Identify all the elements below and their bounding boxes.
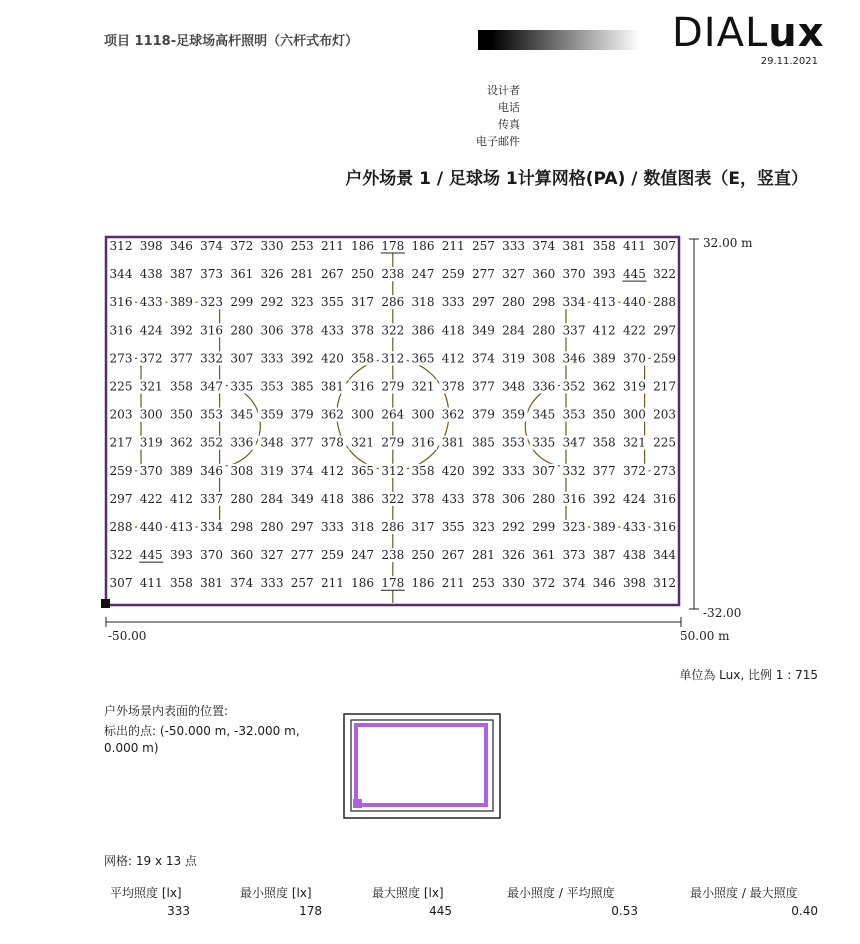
grid-value: 280 (532, 491, 556, 506)
grid-value: 377 (592, 463, 616, 478)
grid-value: 316 (562, 491, 586, 506)
grid-value: 259 (320, 548, 344, 563)
grid-value: 322 (381, 323, 405, 338)
grid-value: 344 (109, 267, 133, 282)
contact-fax: 传真 (498, 118, 520, 131)
grid-value: 412 (169, 491, 193, 506)
stat-header-min-max: 最小照度 / 最大照度 (690, 886, 798, 900)
grid-value: 346 (562, 351, 586, 366)
grid-value: 377 (471, 379, 495, 394)
grid-value: 378 (320, 435, 344, 450)
stat-header-max: 最大照度 [lx] (372, 886, 444, 900)
grid-value: 247 (411, 267, 435, 282)
grid-value: 318 (351, 520, 375, 534)
x-right-label: 50.00 m (680, 629, 730, 643)
grid-value: 392 (169, 323, 193, 338)
grid-value: 381 (441, 435, 465, 450)
grid-value: 359 (502, 407, 526, 422)
grid-value: 225 (653, 435, 677, 450)
grid-value: 319 (139, 435, 163, 450)
grid-value: 257 (471, 239, 495, 253)
stat-value-min-max: 0.40 (791, 904, 818, 918)
grid-value: 361 (532, 548, 556, 563)
report-date: 29.11.2021 (760, 56, 818, 67)
grid-value: 186 (411, 239, 435, 253)
grid-value: 280 (532, 323, 556, 338)
grid-value: 316 (109, 295, 133, 310)
grid-value: 308 (230, 463, 254, 478)
grid-value: 323 (471, 520, 495, 534)
grid-value: 332 (200, 351, 224, 366)
grid-value: 300 (351, 407, 375, 422)
grid-value: 330 (260, 239, 284, 253)
grid-value: 378 (441, 379, 465, 394)
logo-gradient-bar (478, 30, 640, 50)
grid-value: 347 (562, 435, 586, 450)
units-scale-note: 单位為 Lux, 比例 1 : 715 (679, 668, 818, 682)
grid-value: 337 (562, 323, 586, 338)
logo-text-bold: ux (768, 10, 825, 56)
grid-value: 316 (351, 379, 375, 394)
grid-value: 424 (622, 491, 646, 506)
grid-value: 238 (381, 548, 405, 563)
grid-value: 370 (622, 351, 646, 366)
grid-value: 418 (320, 491, 344, 506)
grid-value: 259 (653, 351, 677, 366)
grid-value: 307 (653, 239, 677, 253)
grid-value: 211 (441, 239, 465, 253)
grid-value: 422 (139, 491, 163, 506)
thumb-marked-point (353, 799, 362, 808)
grid-value: 360 (532, 267, 556, 282)
grid-value: 433 (320, 323, 344, 338)
grid-value: 348 (502, 379, 526, 394)
grid-value: 346 (200, 463, 224, 478)
grid-value: 350 (169, 407, 193, 422)
grid-value: 372 (532, 576, 556, 591)
grid-value: 379 (290, 407, 314, 422)
grid-value: 225 (109, 379, 133, 394)
grid-value: 250 (351, 267, 375, 282)
stat-value-min: 178 (299, 904, 322, 918)
grid-value: 358 (592, 239, 616, 253)
grid-value: 336 (230, 435, 254, 450)
grid-value: 259 (441, 267, 465, 282)
grid-value: 288 (109, 520, 133, 534)
grid-value: 392 (471, 463, 495, 478)
grid-value: 433 (622, 520, 646, 534)
left-penalty-arc (220, 385, 261, 466)
grid-value: 318 (411, 295, 435, 310)
dialux-logo (672, 10, 825, 56)
grid-value: 358 (169, 379, 193, 394)
grid-value: 438 (622, 548, 646, 563)
grid-value: 378 (290, 323, 314, 338)
grid-value: 374 (562, 576, 586, 591)
grid-value: 297 (471, 295, 495, 310)
grid-value: 411 (139, 576, 163, 591)
grid-value: 374 (200, 239, 224, 253)
grid-value: 333 (502, 239, 526, 253)
grid-value: 440 (622, 295, 646, 310)
contact-designer: 设计者 (487, 84, 520, 97)
grid-value: 362 (169, 435, 193, 450)
grid-value: 316 (653, 520, 677, 534)
grid-value: 358 (411, 463, 435, 478)
grid-value: 178 (381, 239, 405, 253)
grid-value: 333 (320, 520, 344, 534)
grid-value: 211 (320, 239, 344, 253)
grid-value: 370 (200, 548, 224, 563)
grid-value: 411 (622, 239, 646, 253)
grid-value: 389 (592, 351, 616, 366)
grid-value: 323 (562, 520, 586, 534)
grid-value: 186 (351, 239, 375, 253)
grid-value: 300 (139, 407, 163, 422)
grid-value: 317 (351, 295, 375, 310)
logo-text-light: DIAL (672, 10, 769, 56)
grid-value: 377 (290, 435, 314, 450)
grid-value: 365 (351, 463, 375, 478)
x-left-label: -50.00 (108, 629, 147, 643)
grid-value: 186 (411, 576, 435, 591)
thumb-inner-border (351, 720, 493, 811)
grid-value: 412 (592, 323, 616, 338)
grid-value: 259 (109, 463, 133, 478)
grid-value: 389 (592, 520, 616, 534)
grid-value: 238 (381, 267, 405, 282)
grid-value: 250 (411, 548, 435, 563)
grid-value: 373 (562, 548, 586, 563)
scene-position-thumbnail (342, 712, 502, 820)
grid-value: 362 (592, 379, 616, 394)
grid-value: 334 (562, 295, 586, 310)
grid-value: 349 (471, 323, 495, 338)
grid-value: 247 (351, 548, 375, 563)
grid-value: 334 (200, 520, 224, 534)
grid-value: 386 (411, 323, 435, 338)
grid-value: 398 (139, 239, 163, 253)
grid-value: 438 (139, 267, 163, 282)
grid-value: 374 (230, 576, 254, 591)
grid-value: 300 (622, 407, 646, 422)
grid-value: 381 (562, 239, 586, 253)
grid-value: 306 (260, 323, 284, 338)
grid-value: 326 (260, 267, 284, 282)
stat-value-avg: 333 (167, 904, 190, 918)
grid-value: 392 (592, 491, 616, 506)
grid-value: 322 (381, 491, 405, 506)
grid-value: 286 (381, 520, 405, 534)
marked-point-square (101, 599, 110, 608)
contact-email: 电子邮件 (476, 135, 520, 148)
grid-value: 319 (622, 379, 646, 394)
grid-value: 308 (532, 351, 556, 366)
position-title: 户外场景内表面的位置: (104, 704, 229, 718)
grid-value: 288 (653, 295, 677, 310)
grid-value: 398 (622, 576, 646, 591)
grid-value: 374 (532, 239, 556, 253)
grid-value: 286 (381, 295, 405, 310)
grid-value: 362 (441, 407, 465, 422)
grid-value: 323 (290, 295, 314, 310)
grid-value: 389 (169, 295, 193, 310)
project-title: 项目 1118-足球场高杆照明（六杆式布灯） (104, 34, 359, 49)
grid-value: 413 (169, 520, 193, 534)
grid-value: 377 (169, 351, 193, 366)
thumb-grid-area (356, 725, 486, 805)
grid-value: 413 (592, 295, 616, 310)
grid-value: 297 (290, 520, 314, 534)
grid-value: 358 (592, 435, 616, 450)
grid-value: 317 (411, 520, 435, 534)
grid-value: 412 (320, 463, 344, 478)
grid-value: 379 (471, 407, 495, 422)
grid-value: 323 (200, 295, 224, 310)
grid-value: 373 (200, 267, 224, 282)
grid-value: 335 (532, 435, 556, 450)
grid-value: 178 (381, 576, 405, 591)
grid-value: 335 (230, 379, 254, 394)
grid-value: 281 (471, 548, 495, 563)
grid-value: 316 (200, 323, 224, 338)
grid-value: 353 (502, 435, 526, 450)
grid-value: 378 (471, 491, 495, 506)
grid-value: 330 (502, 576, 526, 591)
grid-value: 350 (592, 407, 616, 422)
grid-value: 333 (260, 351, 284, 366)
grid-value: 267 (441, 548, 465, 563)
grid-value: 386 (351, 491, 375, 506)
grid-value: 273 (109, 351, 133, 366)
grid-value: 312 (653, 576, 677, 591)
grid-value: 280 (260, 520, 284, 534)
grid-value: 300 (411, 407, 435, 422)
illuminance-grid-chart (0, 225, 860, 655)
grid-value: 267 (320, 267, 344, 282)
grid-value: 385 (290, 379, 314, 394)
grid-value: 445 (622, 267, 646, 282)
grid-value: 299 (230, 295, 254, 310)
grid-value: 372 (139, 351, 163, 366)
grid-value: 393 (169, 548, 193, 563)
grid-value: 298 (230, 520, 254, 534)
grid-value: 387 (169, 267, 193, 282)
grid-value: 203 (653, 407, 677, 422)
grid-value: 353 (562, 407, 586, 422)
grid-value: 433 (441, 491, 465, 506)
grid-value: 420 (441, 463, 465, 478)
grid-value: 362 (320, 407, 344, 422)
grid-value: 312 (381, 463, 405, 478)
grid-value: 385 (471, 435, 495, 450)
right-penalty-arc (525, 385, 566, 466)
grid-value: 253 (290, 239, 314, 253)
grid-value: 344 (653, 548, 677, 563)
contact-phone: 电话 (498, 101, 520, 114)
grid-value: 346 (169, 239, 193, 253)
grid-value: 433 (139, 295, 163, 310)
grid-value: 253 (471, 576, 495, 591)
grid-value: 336 (532, 379, 556, 394)
grid-value: 389 (169, 463, 193, 478)
grid-value: 203 (109, 407, 133, 422)
grid-value: 424 (139, 323, 163, 338)
grid-value: 360 (230, 548, 254, 563)
grid-value: 321 (622, 435, 646, 450)
grid-value: 372 (622, 463, 646, 478)
grid-value: 279 (381, 379, 405, 394)
grid-value: 297 (653, 323, 677, 338)
stat-value-max: 445 (429, 904, 452, 918)
grid-value: 352 (562, 379, 586, 394)
grid-value: 440 (139, 520, 163, 534)
grid-value: 299 (532, 520, 556, 534)
grid-value: 217 (653, 379, 677, 394)
grid-value: 393 (592, 267, 616, 282)
grid-value: 257 (290, 576, 314, 591)
grid-value: 186 (351, 576, 375, 591)
grid-value: 284 (260, 491, 284, 506)
grid-value: 337 (200, 491, 224, 506)
grid-value: 312 (109, 239, 133, 253)
grid-value: 277 (471, 267, 495, 282)
grid-value: 327 (502, 267, 526, 282)
grid-value: 352 (200, 435, 224, 450)
grid-value: 422 (622, 323, 646, 338)
grid-value: 348 (260, 435, 284, 450)
grid-value: 374 (290, 463, 314, 478)
grid-value: 381 (200, 576, 224, 591)
marked-point-line-1: 标出的点: (-50.000 m, -32.000 m, (104, 724, 300, 738)
grid-value: 316 (653, 491, 677, 506)
grid-value: 333 (260, 576, 284, 591)
grid-value: 359 (260, 407, 284, 422)
grid-value: 307 (230, 351, 254, 366)
grid-value: 355 (441, 520, 465, 534)
grid-value: 281 (290, 267, 314, 282)
grid-value: 292 (260, 295, 284, 310)
grid-value: 345 (230, 407, 254, 422)
grid-value: 280 (502, 295, 526, 310)
grid-value: 332 (562, 463, 586, 478)
grid-value: 316 (109, 323, 133, 338)
grid-value: 319 (260, 463, 284, 478)
grid-value: 333 (441, 295, 465, 310)
marked-point-line-2: 0.000 m) (104, 741, 159, 755)
grid-value: 297 (109, 491, 133, 506)
grid-value: 322 (109, 548, 133, 563)
page-heading: 户外场景 1 / 足球场 1计算网格(PA) / 数值图表（E，竖直） (345, 169, 808, 189)
grid-size: 网格: 19 x 13 点 (104, 854, 197, 868)
y-bottom-label: -32.00 (703, 606, 742, 620)
grid-value: 306 (502, 491, 526, 506)
grid-value: 312 (381, 351, 405, 366)
grid-value: 445 (139, 548, 163, 563)
grid-value: 264 (381, 407, 405, 422)
grid-value: 277 (290, 548, 314, 563)
grid-value: 321 (351, 435, 375, 450)
grid-value: 327 (260, 548, 284, 563)
grid-value: 284 (502, 323, 526, 338)
grid-value: 273 (653, 463, 677, 478)
grid-value: 372 (230, 239, 254, 253)
stat-header-min: 最小照度 [lx] (240, 886, 312, 900)
grid-value: 211 (320, 576, 344, 591)
grid-value: 381 (320, 379, 344, 394)
grid-value: 347 (200, 379, 224, 394)
grid-value: 387 (592, 548, 616, 563)
grid-value: 420 (320, 351, 344, 366)
grid-value: 321 (411, 379, 435, 394)
grid-value: 412 (441, 351, 465, 366)
grid-value: 370 (562, 267, 586, 282)
thumb-outer-border (344, 714, 500, 818)
grid-value: 361 (230, 267, 254, 282)
grid-value: 353 (260, 379, 284, 394)
grid-value: 392 (290, 351, 314, 366)
y-top-label: 32.00 m (703, 236, 753, 250)
grid-value: 378 (411, 491, 435, 506)
stat-header-avg: 平均照度 [lx] (110, 886, 182, 900)
grid-value: 326 (502, 548, 526, 563)
stat-header-min-avg: 最小照度 / 平均照度 (507, 886, 615, 900)
grid-value: 346 (592, 576, 616, 591)
grid-value: 307 (109, 576, 133, 591)
grid-value: 211 (441, 576, 465, 591)
grid-value: 307 (532, 463, 556, 478)
grid-value: 292 (502, 520, 526, 534)
grid-value: 378 (351, 323, 375, 338)
grid-value: 345 (532, 407, 556, 422)
grid-value: 319 (502, 351, 526, 366)
grid-value: 333 (502, 463, 526, 478)
grid-value: 365 (411, 351, 435, 366)
grid-value: 316 (411, 435, 435, 450)
grid-value: 358 (351, 351, 375, 366)
grid-value: 358 (169, 576, 193, 591)
stat-value-min-avg: 0.53 (611, 904, 638, 918)
grid-value: 279 (381, 435, 405, 450)
grid-value: 374 (471, 351, 495, 366)
grid-value: 353 (200, 407, 224, 422)
grid-value: 355 (320, 295, 344, 310)
grid-value: 322 (653, 267, 677, 282)
grid-value: 298 (532, 295, 556, 310)
grid-value: 280 (230, 323, 254, 338)
grid-value: 280 (230, 491, 254, 506)
grid-value: 217 (109, 435, 133, 450)
grid-value: 349 (290, 491, 314, 506)
grid-value: 321 (139, 379, 163, 394)
grid-value: 418 (441, 323, 465, 338)
grid-value: 370 (139, 463, 163, 478)
